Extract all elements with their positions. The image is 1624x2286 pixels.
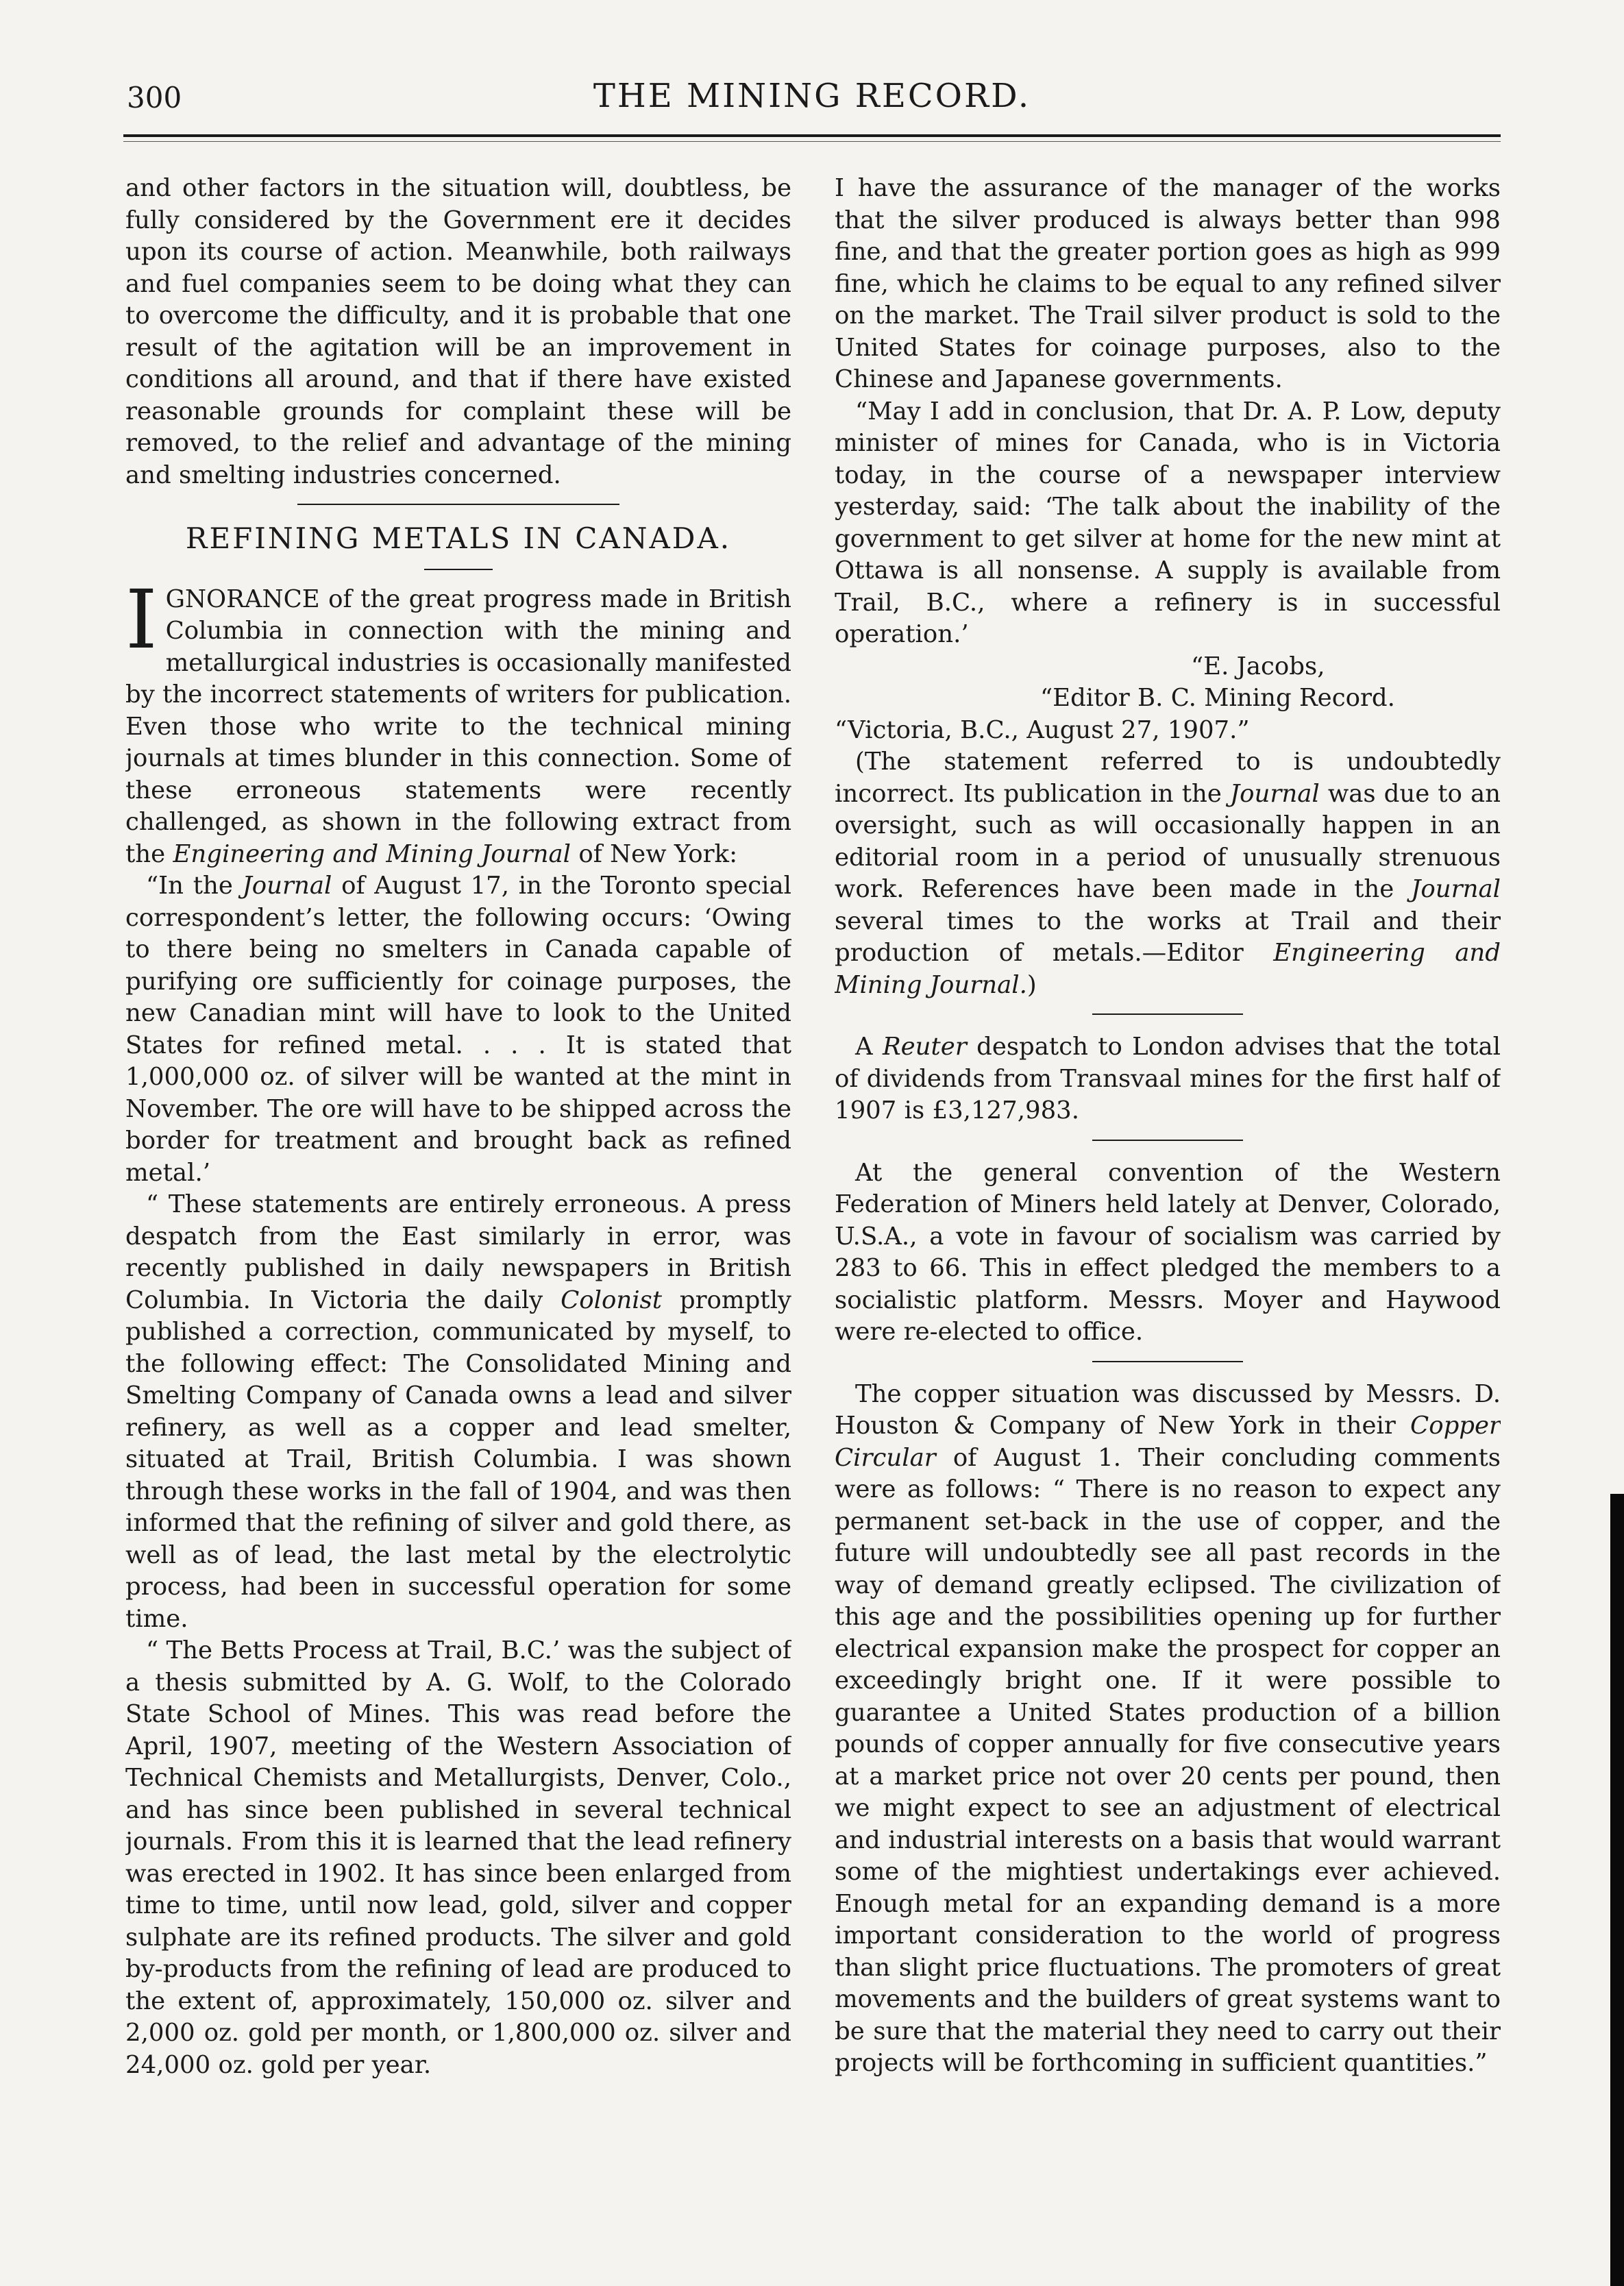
letter-paragraph-5: “May I add in conclusion, that Dr. A. P. Low, deputy minister of mines for Canada, who is in Victoria today, in the course of a newspaper interview yesterday, said: ‘The talk about the inability of the government to get silver at home for the new mint at Ottawa is all nonsense. A supply is available from Trail, B.C., where a refinery is in successful operation.’ <box>835 397 1501 648</box>
section-divider <box>1092 1013 1243 1015</box>
editor-note-c: several times to the works at Trail and their production of metals.—Editor <box>835 907 1501 967</box>
section-divider <box>1092 1140 1243 1141</box>
section-divider <box>1092 1361 1243 1362</box>
running-title: THE MINING RECORD. <box>593 77 1031 115</box>
quote-body: of August 17, in the Toronto special correspondent’s letter, the following occurs: ‘Owing to there being no smelters in Canada capable of purifying ore sufficiently for coinage purposes, the new Canadian mint will have to look to the United States for refined metal. . . . It is stated that 1,000,000 oz. of silver will be wanted at the mint in November. The ore will have to be shipped across the border for treatment and brought back as refined metal.’ <box>125 872 791 1187</box>
article-title: REFINING METALS IN CANADA. <box>185 521 732 555</box>
transvaal-a: A <box>855 1033 873 1061</box>
copper-b: of August 1. Their concluding comments were as follows: “ There is no reason to expect any permanent set-back in the use of copper, and the future will undoubtedly see all past records in the way of demand greatly eclipsed. The civilization of this age and the possibilities opening up for further electrical expansion make the prospect for copper an exceedingly bright one. If it were possible to guarantee a United States production of a billion pounds of copper annually for five consecutive years at a market price not over 20 cents per pound, then we might expect to see an adjustment of electrical and industrial interests on a basis that would warrant some of the mightiest undertakings ever achieved. Enough metal for an expanding demand is a more important consideration to the world of progress than slight price fluctuations. The promoters of great movements and the builders of great systems want to be sure that the material they need to carry out their projects will be forthcoming in sufficient quantities.” <box>835 1443 1501 2077</box>
title-underline <box>424 569 493 570</box>
editor-note <box>835 746 1501 1001</box>
editor-note-a: (The statement referred to is undoubtedly incorrect. Its publication in the <box>835 748 1501 808</box>
header-rule <box>123 134 1501 137</box>
section-divider <box>297 504 619 505</box>
letter-paragraph-3: “ The Betts Process at Trail, B.C.’ was the subject of a thesis submitted by A. G. Wolf, to the Colorado State School of Mines. This was read before the April, 1907, meeting of the Western Association of Technical Chemists and Metallurgists, Denver, Colo., and has since been published in several technical journals. From this it is learned that the lead refinery was erected in 1902. It has since been enlarged from time to time, until now lead, gold, silver and copper sulphate are its refined products. The silver and gold by-products from the refining of lead are produced to the extent of, approximately, 150,000 oz. silver and 2,000 oz. gold per month, or 1,800,000 oz. silver and 24,000 oz. gold per year. <box>125 1636 791 2079</box>
copper-circular-ref: Copper Circular <box>835 1412 1501 1472</box>
signature-title: “Editor B. C. Mining Record. <box>1040 684 1395 712</box>
editor-note-d: ) <box>1026 970 1037 999</box>
page-number: 300 <box>127 81 182 114</box>
editor-note-b: was due to an oversight, such as will occasionally happen in an editorial room in a period of unusually strenuous work. References have been made in the <box>835 779 1501 903</box>
copper-a: The copper situation was discussed by Messrs. D. Houston & Company of New York in their <box>835 1379 1501 1440</box>
scan-edge-shadow <box>1610 1494 1624 2286</box>
right-column <box>835 173 1501 2139</box>
signature-name: “E. Jacobs, <box>1191 652 1325 680</box>
copper-item <box>835 1379 1501 2080</box>
letter-2-start: “ These statements are entirely erroneous. A press despatch from the East similarly in error, was recently published in daily newspapers in British Columbia. In Victoria the daily <box>125 1190 791 1314</box>
letter-2-body: promptly published a correction, communicated by myself, to the following effect: The Consolidated Mining and Smelting Company of Canada owns a lead and silver refinery, as well as a copper and lead smelter, situated at Trail, British Columbia. I was shown through these works in the fall of 1904, and was then informed that the refining of silver and gold there, as well as of lead, the last metal by the electrolytic process, had been in successful operation for some time. <box>125 1286 791 1633</box>
intro-text: IGNORANCE of the great progress made in British Columbia in connection with the mining and metallurgical industries is occasionally manifested by the incorrect statements of writers for publication. Even those who write to the technical mining journals at times blunder in this connection. Some of these erroneous statements were recently challenged, as shown in the following extract from the <box>125 572 791 868</box>
journal-ref: Journal <box>242 872 332 900</box>
header-rule-thin <box>123 141 1501 142</box>
transvaal-b: despatch to London advises that the total of dividends from Transvaal mines for the first half of 1907 is £3,127,983. <box>835 1033 1501 1124</box>
signature-place-date: “Victoria, B.C., August 27, 1907.” <box>835 715 1250 744</box>
federation-item: At the general convention of the Western Federation of Miners held lately at Denver, Colorado, U.S.A., a vote in favour of socialism was carried by 283 to 66. This in effect pledged the members to a socialistic platform. Messrs. Moyer and Haywood were re-elected to office. <box>835 1158 1501 1346</box>
continued-paragraph: and other factors in the situation will, doubtless, be fully considered by the Government ere it decides upon its course of action. Meanwhile, both railways and fuel companies seem to be doing what they can to overcome the difficulty, and it is probable that one result of the agitation will be an improvement in conditions all around, and that if there have existed reasonable grounds for complaint these will be removed, to the relief and advantage of the mining and smelting industries concerned. <box>125 174 791 489</box>
reuter-ref: Reuter <box>882 1033 967 1061</box>
journal-title: Engineering and Mining Journal <box>173 839 571 868</box>
letter-paragraph-2 <box>125 1189 791 1635</box>
quoted-letter-paragraph <box>125 870 791 1189</box>
intro-end: of New York: <box>578 839 738 868</box>
left-column <box>125 173 791 2139</box>
editor-note-journal-2: Journal <box>1411 875 1501 903</box>
transvaal-item <box>835 1031 1501 1127</box>
article-intro-paragraph <box>125 572 791 871</box>
letter-paragraph-4: I have the assurance of the manager of the works that the silver produced is always better than 998 fine, and that the greater portion goes as high as 999 fine, which he claims to be equal to any refined silver on the market. The Trail silver product is sold to the United States for coinage purposes, also to the Chinese and Japanese governments. <box>835 174 1501 393</box>
quote-start: “In the <box>146 872 233 900</box>
editor-note-journal: Journal <box>1229 779 1320 808</box>
editor-note-journal-3: Engineering and Mining Journal. <box>835 939 1501 999</box>
colonist-ref: Colonist <box>561 1286 663 1314</box>
